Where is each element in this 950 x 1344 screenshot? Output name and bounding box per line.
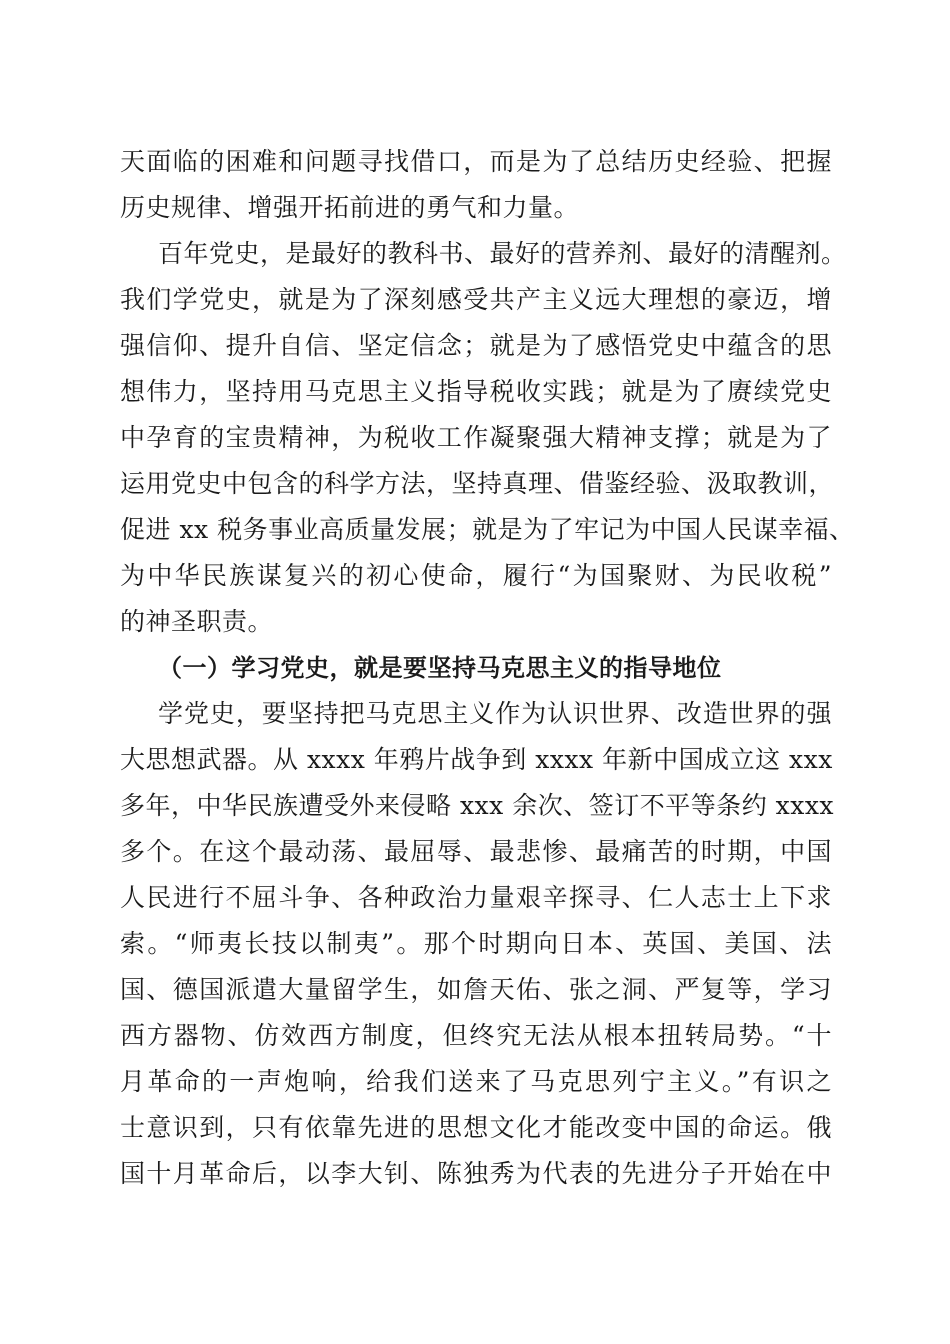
text-line: 国十月革命后，以李大钊、陈独秀为代表的先进分子开始在中 — [120, 1159, 832, 1188]
text-line: 士意识到，只有依靠先进的思想文化才能改变中国的命运。俄 — [120, 1113, 832, 1142]
text-line: 强信仰、提升自信、坚定信念；就是为了感悟党史中蕴含的思 — [120, 331, 832, 360]
text-line: 大思想武器。从 xxxx 年鸦片战争到 xxxx 年新中国成立这 xxx — [120, 745, 833, 774]
text-line: 的神圣职责。 — [120, 607, 274, 636]
text-line: 我们学党史，就是为了深刻感受共产主义远大理想的豪迈，增 — [120, 285, 832, 314]
text-line: 索。“师夷长技以制夷”。那个时期向日本、英国、美国、法 — [120, 929, 832, 958]
text-line: 促进 xx 税务事业高质量发展；就是为了牢记为中国人民谋幸福、 — [120, 515, 855, 544]
text-line: 多年，中华民族遭受外来侵略 xxx 余次、签订不平等条约 xxxx — [120, 791, 835, 820]
text-line: 想伟力，坚持用马克思主义指导税收实践；就是为了赓续党史 — [120, 377, 832, 406]
text-line: 多个。在这个最动荡、最屈辱、最悲惨、最痛苦的时期，中国 — [120, 837, 832, 866]
text-line: 历史规律、增强开拓前进的勇气和力量。 — [120, 193, 580, 222]
text-line: 国、德国派遣大量留学生，如詹天佑、张之洞、严复等，学习 — [120, 975, 832, 1004]
text-line: 中孕育的宝贵精神，为税收工作凝聚强大精神支撑；就是为了 — [120, 423, 832, 452]
paragraph-first-line: 学党史，要坚持把马克思主义作为认识世界、改造世界的强 — [158, 699, 832, 728]
text-line: 人民进行不屈斗争、各种政治力量艰辛探寻、仁人志士上下求 — [120, 883, 832, 912]
text-line: 为中华民族谋复兴的初心使命，履行“为国聚财、为民收税” — [120, 561, 832, 590]
paragraph-first-line: 百年党史，是最好的教科书、最好的营养剂、最好的清醒剂。 — [158, 239, 847, 268]
text-line: 西方器物、仿效西方制度，但终究无法从根本扭转局势。“十 — [120, 1021, 832, 1050]
text-line: 月革命的一声炮响，给我们送来了马克思列宁主义。”有识之 — [120, 1067, 832, 1096]
text-line: 运用党史中包含的科学方法，坚持真理、借鉴经验、汲取教训， — [120, 469, 835, 498]
text-line: 天面临的困难和问题寻找借口，而是为了总结历史经验、把握 — [120, 147, 832, 176]
section-heading: （一）学习党史，就是要坚持马克思主义的指导地位 — [158, 654, 722, 682]
